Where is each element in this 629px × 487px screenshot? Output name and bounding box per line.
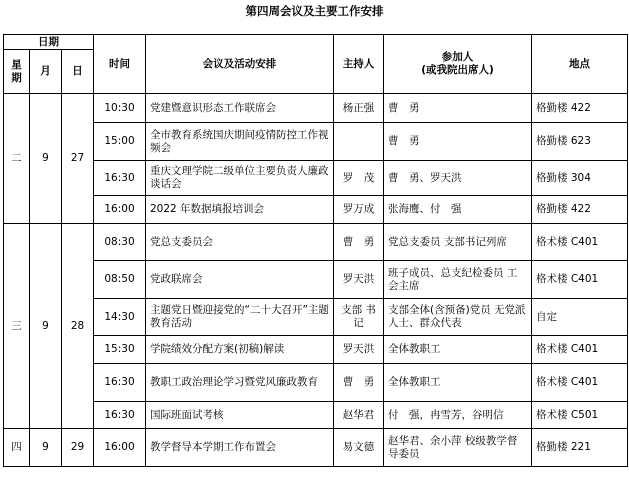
time-cell: 16:00 [94,196,146,224]
location-cell: 格勤楼 304 [532,161,628,196]
time-cell: 10:30 [94,94,146,123]
attendees-cell: 赵华君、余小萍 校级教学督导委员 [384,429,532,467]
table-row [4,299,628,336]
month-cell: 9 [30,224,62,429]
event-cell: 2022 年数据填报培训会 [146,196,334,224]
table-row [4,161,628,196]
attendees-cell: 曹 勇、罗天洪 [384,161,532,196]
attendees-cell: 全体教职工 [384,364,532,402]
header-location: 地点 [532,35,628,94]
time-cell: 16:30 [94,161,146,196]
header-month: 月 [30,50,62,94]
location-cell: 格勤楼 422 [532,196,628,224]
weekday-cell: 三 [4,224,30,429]
header-host: 主持人 [334,35,384,94]
location-cell: 格勤楼 623 [532,123,628,161]
attendees-cell: 班子成员、总支纪检委员 工会主席 [384,261,532,299]
location-cell: 格术楼 C401 [532,336,628,364]
header-event: 会议及活动安排 [146,35,334,94]
time-cell: 16:00 [94,429,146,467]
day-cell: 27 [62,94,94,224]
header-attendees [384,35,532,94]
event-cell: 党政联席会 [146,261,334,299]
event-cell: 教职工政治理论学习暨党风廉政教育 [146,364,334,402]
location-cell: 格术楼 C501 [532,402,628,429]
attendees-cell: 全体教职工 [384,336,532,364]
host-cell: 曹 勇 [334,224,384,261]
location-cell: 格术楼 C401 [532,261,628,299]
header-weekday [4,50,30,94]
time-cell: 15:30 [94,336,146,364]
header-attendees-line1: 参加人 [441,51,474,63]
header-weekday-line2: 期 [11,71,22,84]
header-weekday-line1: 星 [11,58,22,71]
event-cell: 主题党日暨迎接党的“二十大召开”主题教育活动 [146,299,334,336]
table-row [4,429,628,467]
event-cell: 全市教育系统国庆期间疫情防控工作视频会 [146,123,334,161]
weekday-cell: 四 [4,429,30,467]
header-time: 时间 [94,35,146,94]
event-cell: 学院绩效分配方案(初稿)解读 [146,336,334,364]
event-cell: 党建暨意识形态工作联席会 [146,94,334,123]
attendees-cell: 曹 勇 [384,94,532,123]
month-cell: 9 [30,429,62,467]
day-cell: 28 [62,224,94,429]
schedule-table [3,34,628,467]
location-cell: 自定 [532,299,628,336]
time-cell: 15:00 [94,123,146,161]
weekday-cell: 二 [4,94,30,224]
event-cell: 国际班面试考核 [146,402,334,429]
table-row [4,196,628,224]
host-cell: 易文德 [334,429,384,467]
header-date: 日期 [4,35,94,50]
page-title: 第四周会议及主要工作安排 [245,4,384,18]
time-cell: 08:50 [94,261,146,299]
host-cell: 罗万成 [334,196,384,224]
host-cell: 支部 书记 [334,299,384,336]
event-cell: 党总支委员会 [146,224,334,261]
table-row [4,336,628,364]
host-cell: 曹 勇 [334,364,384,402]
time-cell: 14:30 [94,299,146,336]
attendees-cell: 支部全体(含预备)党员 无党派人士、群众代表 [384,299,532,336]
time-cell: 16:30 [94,364,146,402]
header-day: 日 [62,50,94,94]
attendees-cell: 曹 勇 [384,123,532,161]
host-cell [334,123,384,161]
event-cell: 重庆文理学院二级单位主要负责人廉政谈话会 [146,161,334,196]
attendees-cell: 付 强，冉雪芳，谷明信 [384,402,532,429]
table-row [4,261,628,299]
day-cell: 29 [62,429,94,467]
time-cell: 16:30 [94,402,146,429]
month-cell: 9 [30,94,62,224]
host-cell: 罗天洪 [334,261,384,299]
attendees-cell: 党总支委员 支部书记列席 [384,224,532,261]
location-cell: 格勤楼 422 [532,94,628,123]
table-row [4,402,628,429]
location-cell: 格勤楼 221 [532,429,628,467]
table-row [4,224,628,261]
host-cell: 杨正强 [334,94,384,123]
table-row [4,364,628,402]
time-cell: 08:30 [94,224,146,261]
host-cell: 赵华君 [334,402,384,429]
event-cell: 教学督导本学期工作布置会 [146,429,334,467]
location-cell: 格术楼 C401 [532,364,628,402]
location-cell: 格术楼 C401 [532,224,628,261]
attendees-cell: 张海鹰、付 强 [384,196,532,224]
host-cell: 罗 茂 [334,161,384,196]
header-attendees-line2: (或我院出席人) [421,64,494,76]
table-row [4,123,628,161]
host-cell: 罗天洪 [334,336,384,364]
table-row [4,94,628,123]
